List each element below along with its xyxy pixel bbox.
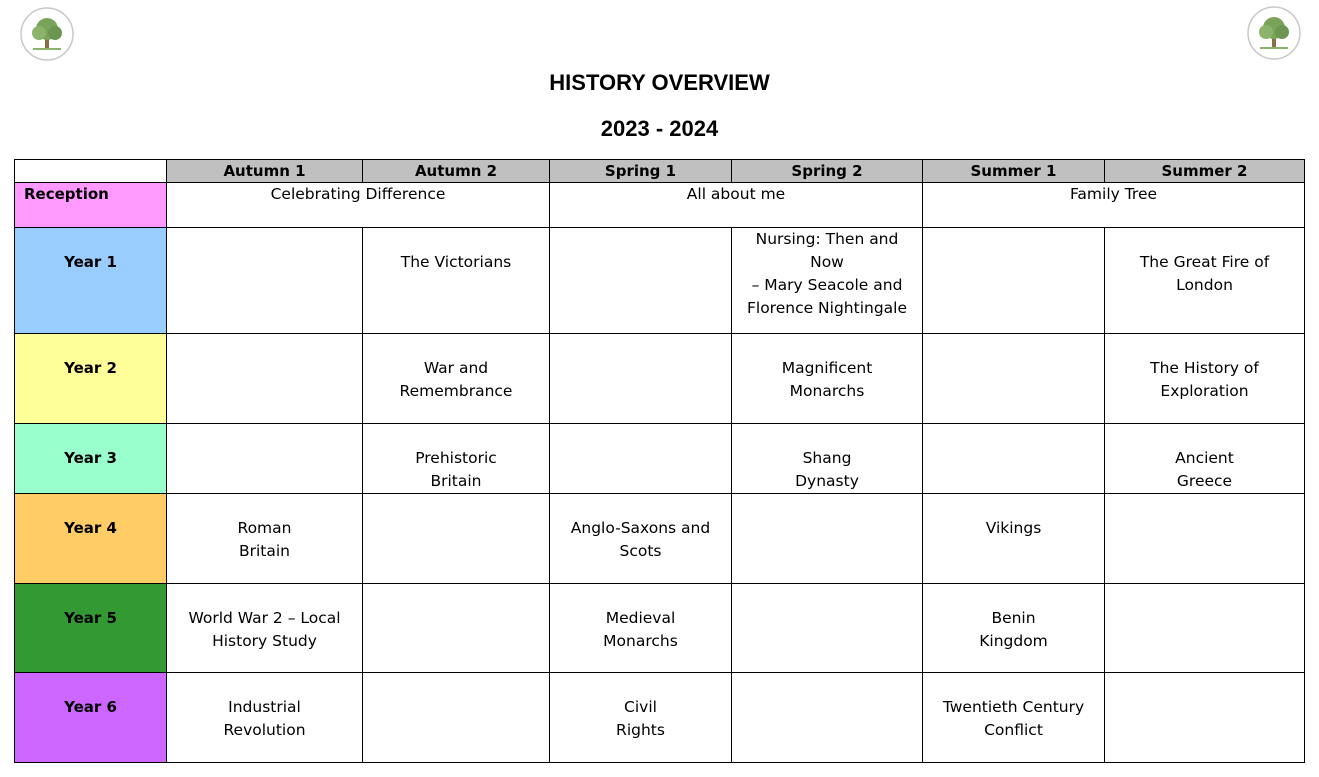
table-cell: Shang Dynasty <box>732 424 923 494</box>
table-cell <box>732 584 923 673</box>
table-cell <box>732 673 923 763</box>
table-cell <box>550 334 732 424</box>
table-row-year6 <box>15 673 1305 763</box>
row-label: Year 5 <box>15 584 167 673</box>
table-cell <box>550 228 732 334</box>
column-header: Autumn 2 <box>363 160 550 183</box>
table-row-year4 <box>15 494 1305 584</box>
row-label: Reception <box>15 183 167 228</box>
table-cell: Celebrating Difference <box>167 183 550 228</box>
table-cell: Ancient Greece <box>1105 424 1305 494</box>
table-cell: Benin Kingdom <box>923 584 1105 673</box>
table-cell: Industrial Revolution <box>167 673 363 763</box>
column-header: Spring 1 <box>550 160 732 183</box>
table-cell <box>167 334 363 424</box>
table-cell <box>363 673 550 763</box>
table-cell <box>550 424 732 494</box>
row-label: Year 3 <box>15 424 167 494</box>
table-cell: World War 2 – Local History Study <box>167 584 363 673</box>
table-cell <box>1105 673 1305 763</box>
table-cell: Nursing: Then and Now – Mary Seacole and Florence Nightingale <box>732 228 923 334</box>
table-cell: Magnificent Monarchs <box>732 334 923 424</box>
table-row-reception <box>15 183 1305 228</box>
column-header: Summer 1 <box>923 160 1105 183</box>
table-cell: Prehistoric Britain <box>363 424 550 494</box>
school-logo-right <box>1245 4 1303 62</box>
table-cell <box>1105 584 1305 673</box>
academic-year: 2023 - 2024 <box>600 116 719 141</box>
table-cell: The History of Exploration <box>1105 334 1305 424</box>
table-cell: The Great Fire of London <box>1105 228 1305 334</box>
column-header: Summer 2 <box>1105 160 1305 183</box>
history-overview-table <box>14 159 1305 763</box>
table-cell <box>732 494 923 584</box>
table-row-year3 <box>15 424 1305 494</box>
table-cell: All about me <box>550 183 923 228</box>
table-cell: Family Tree <box>923 183 1305 228</box>
table-cell: Twentieth Century Conflict <box>923 673 1105 763</box>
header-row <box>15 160 1305 183</box>
table-cell <box>167 228 363 334</box>
table-row-year1 <box>15 228 1305 334</box>
table-cell: The Victorians <box>363 228 550 334</box>
table-cell: Anglo-Saxons and Scots <box>550 494 732 584</box>
table-cell <box>923 424 1105 494</box>
row-label: Year 1 <box>15 228 167 334</box>
table-cell <box>923 228 1105 334</box>
table-cell: Vikings <box>923 494 1105 584</box>
table-cell: Roman Britain <box>167 494 363 584</box>
table-row-year5 <box>15 584 1305 673</box>
column-header: Spring 2 <box>732 160 923 183</box>
table-cell <box>923 334 1105 424</box>
table-row-year2 <box>15 334 1305 424</box>
table-cell <box>167 424 363 494</box>
table-cell <box>363 494 550 584</box>
table-cell: Civil Rights <box>550 673 732 763</box>
table-cell <box>363 584 550 673</box>
row-label: Year 6 <box>15 673 167 763</box>
row-label: Year 2 <box>15 334 167 424</box>
page-title: HISTORY OVERVIEW <box>549 70 770 95</box>
table-cell: Medieval Monarchs <box>550 584 732 673</box>
corner-cell <box>15 160 167 183</box>
row-label: Year 4 <box>15 494 167 584</box>
table-cell <box>1105 494 1305 584</box>
table-cell: War and Remembrance <box>363 334 550 424</box>
school-logo-left <box>18 5 76 63</box>
column-header: Autumn 1 <box>167 160 363 183</box>
